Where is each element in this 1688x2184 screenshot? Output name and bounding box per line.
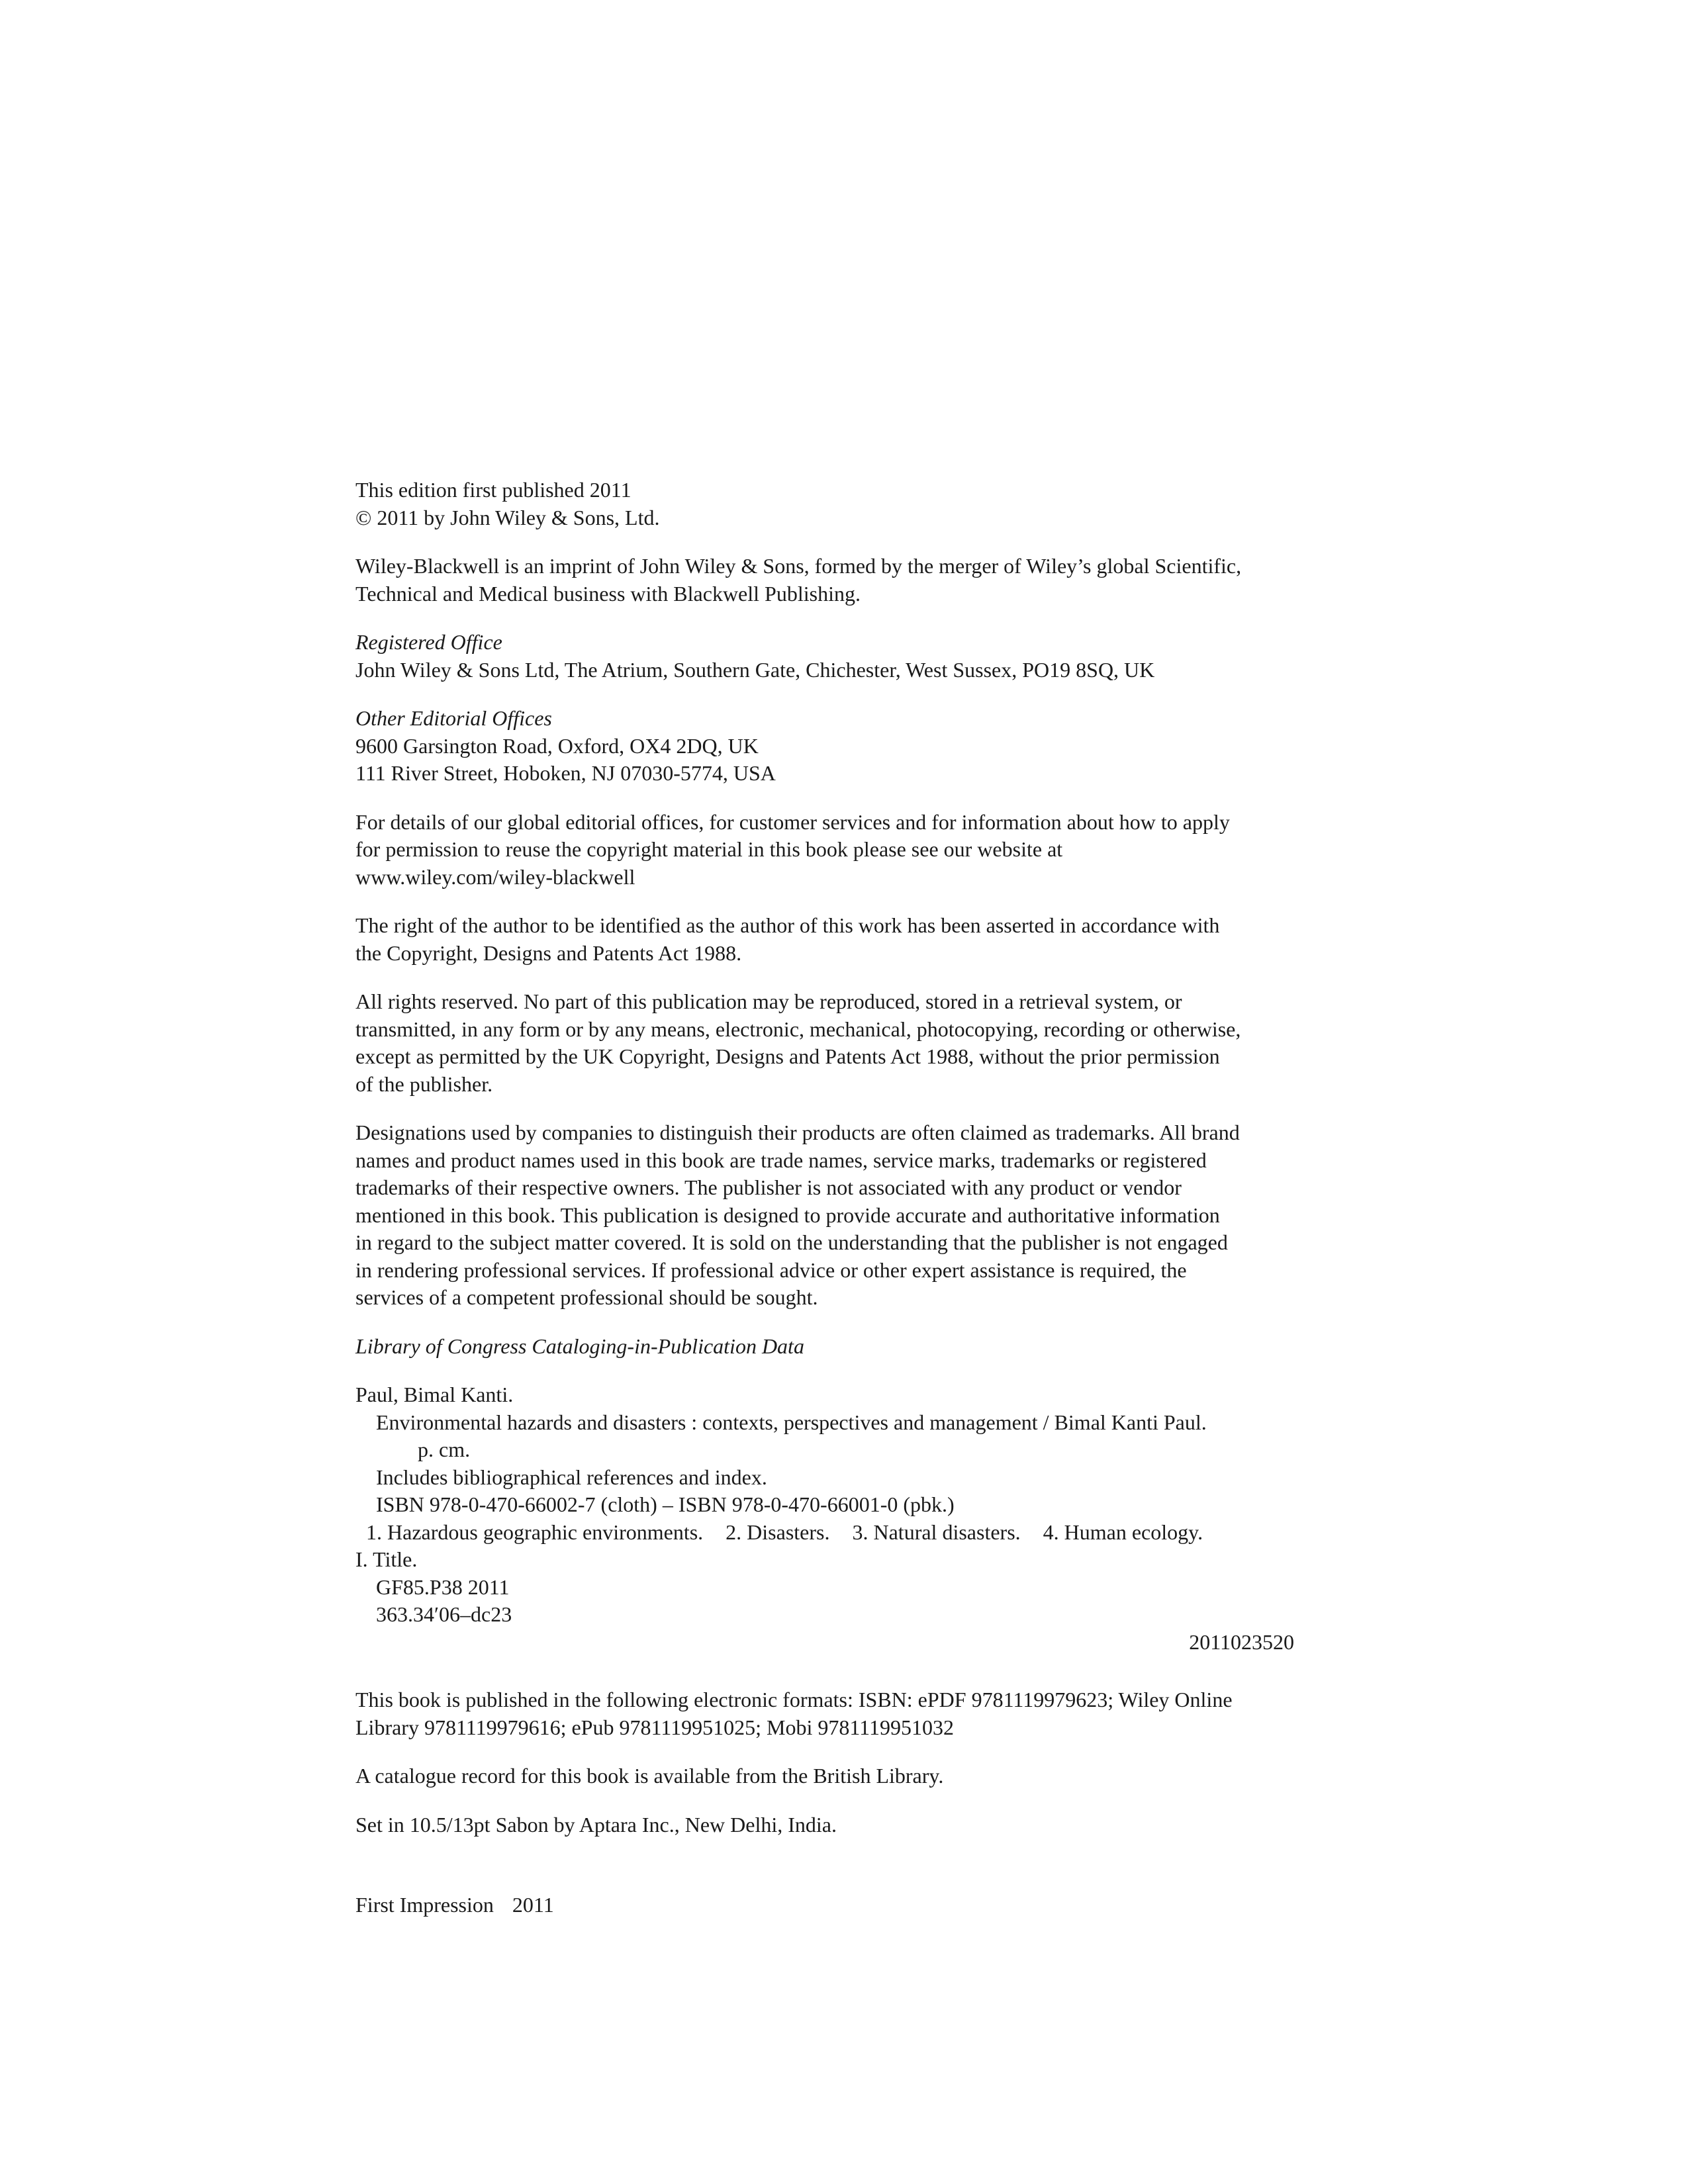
cip-lc-class: GF85.P38 2011 (376, 1574, 510, 1599)
edition-line: This edition first published 2011 (355, 478, 632, 502)
cip-subject: 3. Natural disasters. (852, 1520, 1021, 1544)
cip-subject: 1. Hazardous geographic environments. (366, 1520, 704, 1544)
designations-line: in regard to the subject matter covered. It is sold on the understanding that the publisher is not engaged (355, 1230, 1228, 1254)
other-offices-heading: Other Editorial Offices (355, 706, 552, 730)
cip-dewey: 363.34′06–dc23 (376, 1602, 512, 1626)
copyright-page (355, 477, 1348, 1860)
registered-office-address: John Wiley & Sons Ltd, The Atrium, Southern Gate, Chichester, West Sussex, PO19 8SQ, UK (355, 657, 1155, 682)
cip-title-entry: I. Title. (355, 1547, 418, 1571)
cip-includes: Includes bibliographical references and index. (376, 1465, 767, 1489)
rights-line: All rights reserved. No part of this publication may be reproduced, stored in a retrieval system, or (355, 989, 1182, 1013)
copyright-line: © 2011 by John Wiley & Sons, Ltd. (355, 505, 660, 529)
electronic-formats-line: This book is published in the following electronic formats: ISBN: ePDF 9781119979623; Wiley Online (355, 1688, 1233, 1711)
registered-office-heading: Registered Office (355, 630, 502, 654)
cip-heading: Library of Congress Cataloging-in-Publication Data (355, 1334, 804, 1358)
cip-lccn: 2011023520 (1189, 1629, 1294, 1654)
details-line: for permission to reuse the copyright material in this book please see our website at (355, 837, 1063, 861)
electronic-formats-block (355, 1686, 1348, 1741)
cip-pages: p. cm. (418, 1437, 471, 1461)
designations-line: in rendering professional services. If professional advice or other expert assistance is required, the (355, 1257, 1187, 1282)
impression-label: First Impression (355, 1893, 494, 1917)
edition-block (355, 477, 1348, 531)
rights-line: transmitted, in any form or by any means, electronic, mechanical, photocopying, recording or otherwise, (355, 1017, 1241, 1041)
electronic-formats-line: Library 9781119979616; ePub 9781119951025; Mobi 9781119951032 (355, 1715, 954, 1739)
author-rights-line: the Copyright, Designs and Patents Act 1988. (355, 940, 742, 965)
catalogue-record-block (355, 1762, 1348, 1790)
website-link[interactable]: www.wiley.com/wiley-blackwell (355, 864, 635, 889)
cip-heading-block (355, 1333, 1348, 1361)
cip-title: Environmental hazards and disasters : contexts, perspectives and management / Bimal Kanti Paul. (376, 1410, 1207, 1434)
typeset-block (355, 1811, 1348, 1839)
designations-line: mentioned in this book. This publication is designed to provide accurate and authoritative information (355, 1203, 1220, 1227)
designations-line: trademarks of their respective owners. The publisher is not associated with any product or vendor (355, 1175, 1182, 1199)
cip-subject: 2. Disasters. (726, 1520, 830, 1544)
registered-office-block (355, 629, 1348, 684)
rights-line: of the publisher. (355, 1071, 493, 1096)
other-office-address: 111 River Street, Hoboken, NJ 07030-5774, USA (355, 761, 776, 785)
cip-record (355, 1381, 1348, 1656)
details-line: For details of our global editorial offices, for customer services and for information about how to apply (355, 809, 1230, 834)
other-offices-block (355, 705, 1348, 788)
details-block (355, 809, 1348, 891)
other-office-address: 9600 Garsington Road, Oxford, OX4 2DQ, UK (355, 733, 759, 758)
author-rights-line: The right of the author to be identified as the author of this work has been asserted in accordance with (355, 913, 1220, 937)
cip-subjects (355, 1519, 1348, 1547)
cip-subject: 4. Human ecology. (1043, 1520, 1203, 1544)
author-rights-block (355, 912, 1348, 967)
impression-year: 2011 (512, 1893, 554, 1917)
rights-reserved-block (355, 988, 1348, 1098)
designations-block (355, 1119, 1348, 1312)
first-impression (355, 1891, 554, 1919)
imprint-block (355, 553, 1348, 608)
rights-line: except as permitted by the UK Copyright, Designs and Patents Act 1988, without the prior permission (355, 1044, 1220, 1068)
designations-line: names and product names used in this book are trade names, service marks, trademarks or registered (355, 1148, 1207, 1172)
imprint-line: Technical and Medical business with Blackwell Publishing. (355, 581, 861, 606)
typeset-line: Set in 10.5/13pt Sabon by Aptara Inc., New Delhi, India. (355, 1812, 837, 1837)
cip-isbn: ISBN 978-0-470-66002-7 (cloth) – ISBN 978-0-470-66001-0 (pbk.) (376, 1492, 955, 1516)
cip-author: Paul, Bimal Kanti. (355, 1383, 514, 1406)
catalogue-record-line: A catalogue record for this book is available from the British Library. (355, 1764, 944, 1788)
designations-line: services of a competent professional should be sought. (355, 1285, 818, 1309)
designations-line: Designations used by companies to distinguish their products are often claimed as trademarks. All brand (355, 1120, 1240, 1144)
imprint-line: Wiley-Blackwell is an imprint of John Wiley & Sons, formed by the merger of Wiley’s global Scientific, (355, 554, 1242, 578)
